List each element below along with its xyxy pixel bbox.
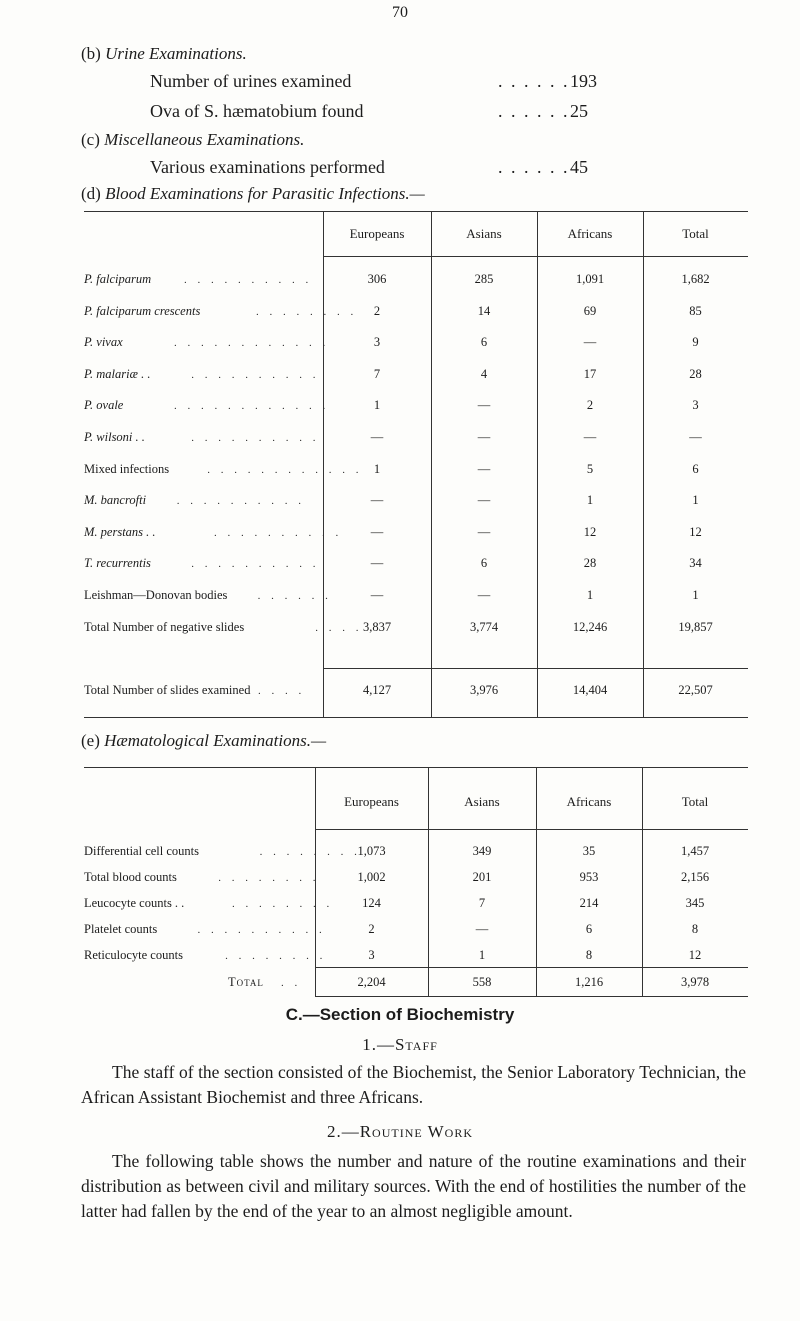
dot-leader: . . . . . . . . [225, 950, 327, 962]
table-cell: 4 [480, 366, 488, 381]
dot-leader: . . . . . . . . . . . . [207, 463, 363, 476]
dot-leader: . . . . . . . . [232, 898, 334, 910]
table-cell: 2 [373, 303, 381, 318]
row-label [84, 556, 151, 571]
row-name: falciparum crescents [96, 303, 201, 318]
table-cell: — [370, 430, 384, 444]
dot-leader: . . . . . . . . . . [214, 526, 343, 539]
species-prefix: P. [84, 272, 94, 286]
routine-heading: 2.—Routine Work [326, 1122, 474, 1141]
table-cell: 953 [579, 870, 599, 884]
row-label [84, 493, 146, 508]
page-number: 70 [392, 4, 408, 21]
table-cell: 12 [689, 524, 702, 539]
row-name: recurrentis [96, 556, 151, 571]
row-name: perstans . . [100, 524, 156, 539]
table-cell: 1 [373, 461, 381, 476]
dot-leader: . . . . . . . . . . [191, 368, 320, 381]
dot-leader: . . . . . . . . . . . . [174, 400, 330, 413]
table-rule [315, 967, 748, 968]
table-cell: — [370, 524, 384, 539]
table-cell: 5 [586, 461, 594, 476]
table-cell: 1,002 [357, 870, 386, 884]
dot-leader: . . . . . . . . [218, 872, 320, 884]
table-cell: 214 [579, 896, 599, 910]
table-cell: — [477, 588, 491, 602]
column-header: Africans [566, 794, 612, 809]
misc-row-label: Various examinations performed [150, 157, 385, 177]
table-cell: 1 [586, 588, 594, 602]
urine-row-urines [150, 71, 620, 97]
table-cell: 69 [583, 303, 597, 318]
table-cell: 14,404 [572, 683, 608, 697]
table-cell: 19,857 [678, 619, 713, 634]
table-cell: 3,978 [680, 975, 710, 989]
haem-heading [81, 731, 326, 751]
blood-heading-letter: (d) [81, 184, 101, 203]
row-label: Total blood counts [84, 870, 177, 884]
table-cell: — [583, 430, 597, 444]
species-prefix: P. [84, 430, 94, 444]
table-cell: 28 [689, 366, 702, 381]
urine-heading-letter: (b) [81, 44, 101, 63]
row-label: Total [228, 975, 264, 989]
table-cell: 6 [692, 461, 699, 476]
table-rule [84, 717, 748, 718]
table-cell: 1,216 [574, 975, 604, 989]
table-cell: — [477, 430, 491, 444]
table-cell: 6 [480, 335, 488, 350]
table-rule [315, 996, 748, 997]
row-name: Total Number of negative slides [84, 619, 245, 634]
table-cell: 22,507 [678, 683, 713, 697]
row-name: wilsoni . . [96, 430, 145, 444]
dot-leader: . . . . . . . . . . [197, 924, 326, 936]
table-cell: 12 [583, 524, 597, 539]
table-cell: 3 [368, 948, 375, 962]
row-label [84, 620, 244, 635]
species-prefix: P. [84, 335, 94, 350]
table-rule [84, 767, 748, 768]
dot-leader: . . . . . . . . . . [176, 495, 306, 508]
table-rule [315, 829, 748, 830]
column-header: Asians [464, 794, 500, 809]
urine-row-value: 25 [570, 101, 588, 121]
table-cell: 2,204 [357, 975, 386, 989]
urine-heading-text: Urine Examinations. [105, 44, 247, 63]
table-cell: 7 [373, 366, 381, 381]
species-prefix: P. [84, 303, 94, 318]
row-label [84, 462, 169, 477]
table-cell: 2 [586, 398, 594, 413]
table-cell: 345 [685, 896, 705, 910]
table-cell: — [583, 335, 597, 350]
column-header: Europeans [344, 794, 399, 809]
table-cell: 12,246 [572, 619, 608, 634]
table-cell: 14 [477, 303, 491, 318]
haem-heading-text: Hæmatological Examinations.— [104, 731, 327, 750]
urine-heading [81, 44, 247, 64]
table-cell: — [477, 398, 491, 413]
misc-row-various [150, 157, 620, 183]
table-cell: 34 [689, 556, 702, 571]
table-cell: — [370, 588, 384, 602]
table-cell: 1 [692, 493, 699, 508]
row-label: Differential cell counts [84, 844, 200, 858]
dot-leader: . . [281, 977, 302, 989]
table-cell: 1,091 [575, 272, 605, 286]
table-cell: — [477, 493, 491, 508]
table-cell: 17 [583, 366, 597, 381]
table-cell: 12 [688, 948, 702, 962]
dot-leader: . . . . . . [498, 71, 570, 91]
table-cell: 285 [474, 272, 494, 286]
dot-leader: . . . . . . . . . . [191, 558, 320, 571]
row-name: falciparum [96, 272, 152, 286]
species-prefix: M. [84, 493, 98, 508]
row-name: Leishman—Donovan bodies [84, 588, 228, 602]
column-header: Africans [567, 226, 613, 241]
row-label [84, 272, 151, 287]
table-cell: 1 [478, 948, 486, 962]
blood-heading-text: Blood Examinations for Parasitic Infections.— [105, 184, 425, 203]
dot-leader: . . . . . . . . [256, 305, 358, 318]
urine-row-ova [150, 101, 620, 127]
table-cell: 3 [692, 398, 699, 413]
table-cell: — [477, 524, 491, 539]
dot-leader: . . . . [315, 621, 363, 634]
table-cell: 558 [472, 975, 492, 989]
misc-heading [81, 130, 304, 150]
table-rule [323, 668, 748, 669]
table-cell: 2,156 [680, 870, 710, 884]
table-cell: — [477, 461, 491, 476]
dot-leader: . . . . [258, 685, 306, 697]
dot-leader: . . . . . . . . . . . . [174, 337, 330, 350]
table-cell: 306 [367, 272, 387, 286]
urine-row-value: 193 [570, 71, 597, 91]
row-label [84, 367, 150, 382]
table-cell: 3,976 [469, 683, 499, 697]
row-label [84, 588, 227, 603]
row-label [84, 430, 145, 445]
table-cell: 1 [373, 398, 381, 413]
row-name: malariæ . . [96, 366, 151, 381]
row-label: Reticulocyte counts [84, 948, 183, 962]
dot-leader: . . . . . . . . . . [184, 274, 313, 286]
row-label [84, 525, 156, 540]
table-cell: — [689, 430, 702, 444]
table-cell: 349 [472, 844, 492, 858]
urine-row-label: Ova of S. hæmatobium found [150, 101, 364, 121]
column-header: Europeans [349, 226, 405, 241]
table-cell: 124 [362, 896, 381, 910]
species-prefix: P. [84, 366, 94, 381]
row-label: Platelet counts [84, 922, 158, 936]
table-cell: 6 [585, 922, 593, 936]
column-header: Asians [466, 226, 502, 241]
table-cell: 3,774 [469, 619, 499, 634]
table-cell: 8 [691, 922, 699, 936]
dot-leader: . . . . . . . . . . [191, 432, 320, 444]
misc-row-value: 45 [570, 157, 588, 177]
column-header: Total [681, 794, 709, 809]
row-label [84, 335, 123, 350]
table-cell: 28 [583, 556, 597, 571]
dot-leader: . . . . . . [257, 590, 332, 602]
dot-leader: . . . . . . [498, 101, 570, 121]
table-cell: 7 [478, 896, 486, 910]
misc-heading-text: Miscellaneous Examinations. [104, 130, 305, 149]
dot-leader: . . . . . . . . [259, 846, 361, 858]
misc-heading-letter: (c) [81, 130, 100, 149]
species-prefix: T. [84, 556, 94, 571]
table-cell: — [475, 922, 489, 936]
table-cell: 4,127 [362, 683, 392, 697]
row-name: ovale [96, 398, 124, 413]
row-name: vivax [96, 335, 123, 350]
table-cell: 3,837 [362, 619, 392, 634]
blood-heading [81, 184, 425, 204]
staff-paragraph: The staff of the section consisted of the Biochemist, the Senior Laboratory Technician, the African Assistant Biochemist and three Africans. [81, 1062, 746, 1107]
dot-leader: . . . . . . [498, 157, 570, 177]
table-cell: 6 [480, 556, 488, 571]
row-label [84, 398, 123, 413]
species-prefix: M. [84, 524, 98, 539]
table-rule [323, 256, 748, 257]
staff-heading: 1.—Staff [362, 1035, 438, 1054]
table-cell: 1,073 [357, 844, 386, 858]
column-header: Total [682, 226, 709, 241]
row-label: Total Number of slides examined [84, 683, 251, 697]
section-c-heading: C.—Section of Biochemistry [285, 1005, 515, 1024]
row-name: bancrofti [100, 493, 147, 508]
table-cell: 1,682 [681, 272, 710, 286]
table-cell: 201 [472, 870, 492, 884]
species-prefix: P. [84, 398, 94, 413]
row-label [84, 304, 200, 319]
table-cell: 2 [368, 922, 375, 936]
urine-row-label: Number of urines examined [150, 71, 352, 91]
row-name: Mixed infections [84, 461, 170, 476]
table-cell: — [370, 493, 384, 508]
table-cell: 85 [689, 303, 702, 318]
table-cell: 3 [373, 335, 381, 350]
row-label: Leucocyte counts . . [84, 896, 185, 910]
table-cell: 1 [586, 493, 594, 508]
table-cell: — [370, 556, 384, 571]
routine-paragraph: The following table shows the number and nature of the routine examinations and their distribution as between civil and military sources. With the end of hostilities the number of the latter had fallen by the end of the year to an almost negligible amount. [81, 1151, 746, 1221]
haem-heading-letter: (e) [81, 731, 100, 750]
table-cell: 9 [692, 335, 699, 350]
table-cell: 1 [692, 588, 699, 602]
table-cell: 35 [582, 844, 596, 858]
table-cell: 8 [585, 948, 593, 962]
table-cell: 1,457 [680, 844, 710, 858]
table-rule [84, 211, 748, 212]
